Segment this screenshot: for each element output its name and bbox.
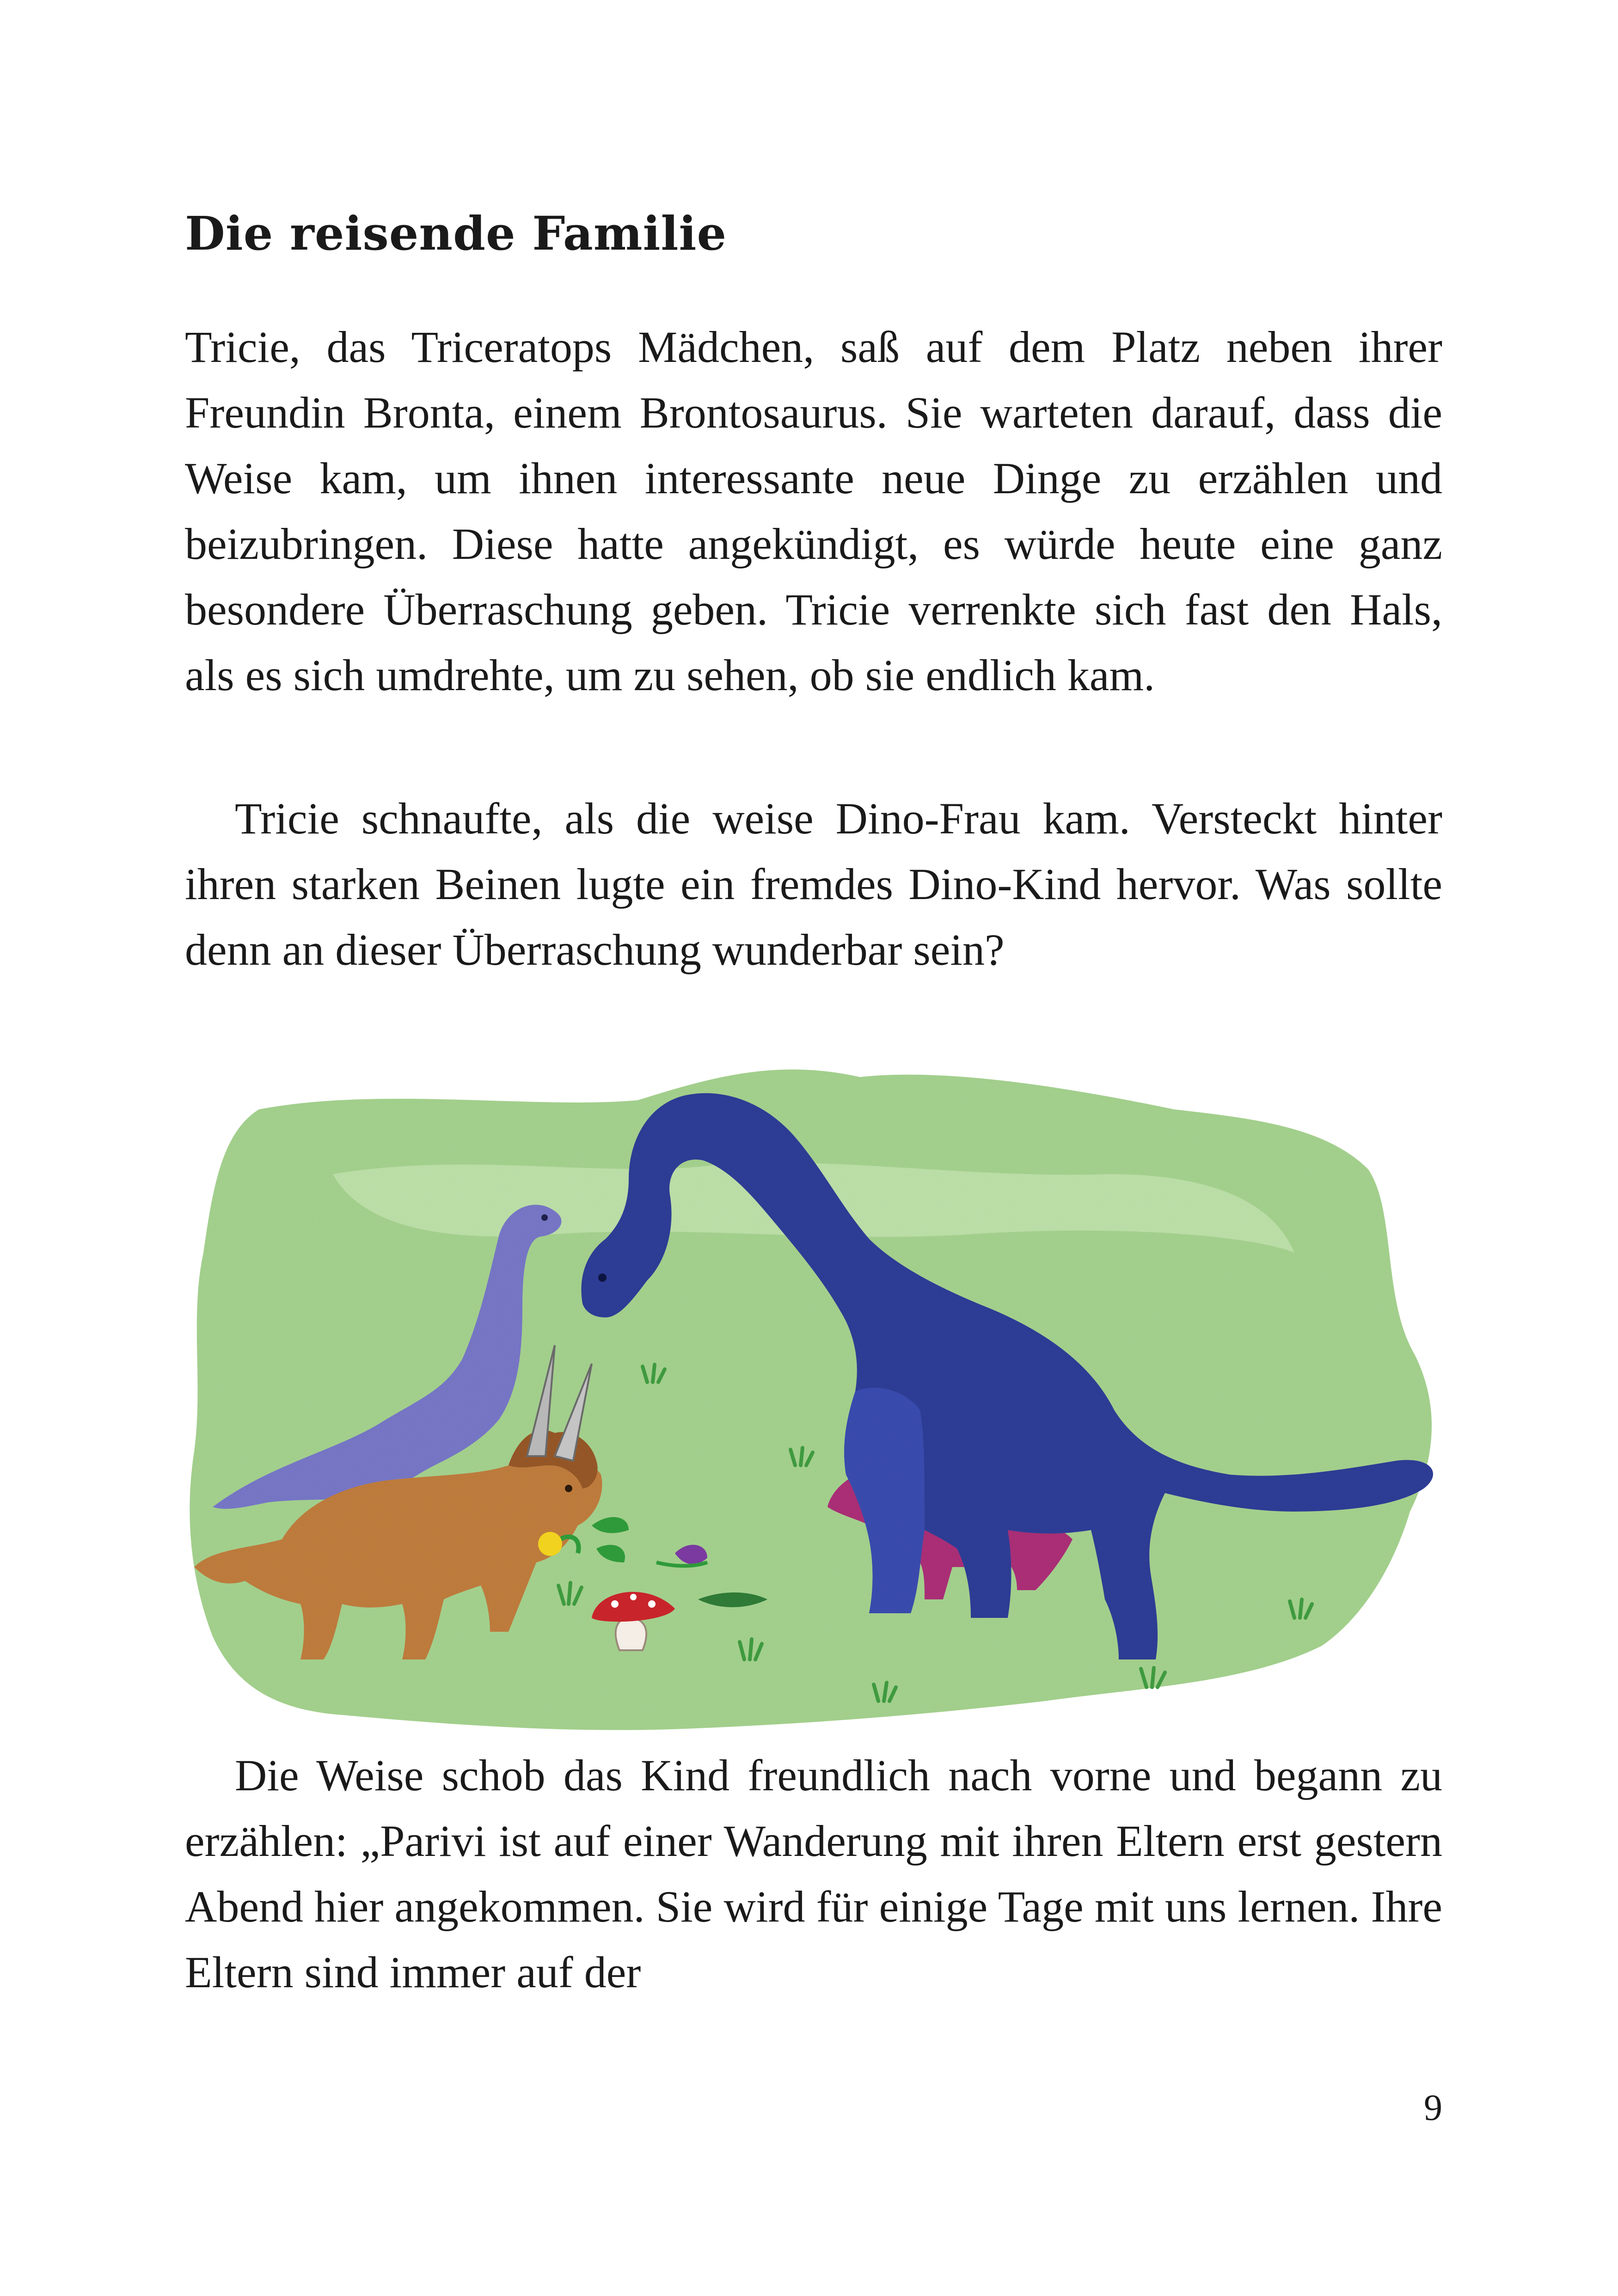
paragraph-3: Die Weise schob das Kind freundlich nach vorne und begann zu erzählen: „Parivi ist auf einer Wanderung mit ihren Eltern erst gestern Abend hier angekommen. Sie wird für einige Tage mit uns lernen. Ihre Eltern sind immer auf der (185, 1751, 1442, 1997)
paragraph-1: Tricie, das Triceratops Mädchen, saß auf dem Platz neben ihrer Freundin Bronta, einem Brontosaurus. Sie warteten darauf, dass die Weise kam, um ihnen interessante neue Dinge zu erzählen und beizubringen. Diese hatte angekündigt, es würde heute eine ganz besondere Überraschung geben. Tricie verrenkte sich fast den Hals, als es sich umdrehte, um zu sehen, ob sie endlich kam. (185, 322, 1442, 700)
dinosaur-illustration (185, 1059, 1442, 1752)
page-number: 9 (1424, 2088, 1442, 2128)
blue-brontosaurus-eye (598, 1274, 607, 1282)
paragraph-2: Tricie schnaufte, als die weise Dino-Frau kam. Versteckt hinter ihren starken Beinen lugte ein fremdes Dino-Kind hervor. Was sollte denn an dieser Überraschung wunderbar sein? (185, 794, 1442, 974)
lilac-dinosaur-eye (541, 1214, 548, 1221)
triceratops-eye (565, 1485, 572, 1492)
chapter-heading: Die reisende Familie (185, 206, 727, 261)
